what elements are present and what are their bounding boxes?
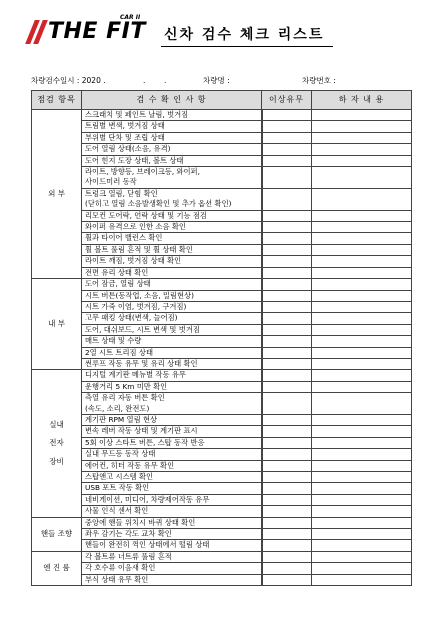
abnormal-cell[interactable] [262,167,312,189]
abnormal-cell[interactable] [262,233,312,244]
abnormal-cell[interactable] [262,110,312,121]
table-row [32,313,412,324]
car-number-label: 차량번호 : [302,76,336,85]
check-item-text: 매트 상태 및 수량 [82,336,262,347]
logo-text: THE FIT [48,19,146,44]
table-row [32,574,412,585]
check-item-text: 전면 유리 상태 확인 [82,267,262,278]
abnormal-cell[interactable] [262,358,312,369]
table-row [32,551,412,562]
defect-detail-cell[interactable] [312,121,412,132]
abnormal-cell[interactable] [262,347,312,358]
category-label: 엔 진 룸 [43,563,70,573]
defect-detail-cell[interactable] [312,370,412,381]
check-item-text: 네비게이션, 미디어, 차량제어작동 유무 [82,494,262,505]
category-cell [32,279,82,370]
abnormal-cell[interactable] [262,256,312,267]
table-row [32,290,412,301]
defect-detail-cell[interactable] [312,529,412,540]
check-item-text: 와이퍼 유격으로 인한 소음 확인 [82,222,262,233]
defect-detail-cell[interactable] [312,233,412,244]
table-row [32,121,412,132]
check-item-text: 도어 힌지 도장 상태, 볼트 상태 [82,155,262,166]
check-item-text: 실내 무드등 동작 상태 [82,449,262,460]
abnormal-cell[interactable] [262,301,312,312]
brand-logo [28,16,178,46]
table-row [32,437,412,448]
abnormal-cell[interactable] [262,426,312,437]
checklist-table [31,90,412,586]
check-item-text: 도어, 대쉬보드, 시트 변색 및 벗겨짐 [82,324,262,335]
defect-detail-cell[interactable] [312,290,412,301]
category-cell [32,551,82,585]
defect-detail-cell[interactable] [312,301,412,312]
category-label: 내 부 [48,319,65,329]
abnormal-cell[interactable] [262,144,312,155]
table-row [32,483,412,494]
table-row [32,233,412,244]
table-row [32,222,412,233]
document-header [28,14,418,48]
abnormal-cell[interactable] [262,155,312,166]
defect-detail-cell[interactable] [312,574,412,585]
table-row [32,188,412,210]
title-underline [161,46,333,47]
table-row [32,381,412,392]
abnormal-cell[interactable] [262,188,312,210]
check-item-text: 리모컨 도어락, 언락 상태 및 기능 점검 [82,210,262,221]
table-row [32,517,412,528]
abnormal-cell[interactable] [262,222,312,233]
abnormal-cell[interactable] [262,210,312,221]
defect-detail-cell[interactable] [312,426,412,437]
check-item-text: 에어컨, 히터 작동 유무 확인 [82,460,262,471]
check-item-text: 트렁크 열림, 닫힘 확인 (닫히고 열림 소음발생확인 및 추가 옵션 확인) [82,188,262,210]
defect-detail-cell[interactable] [312,358,412,369]
table-row [32,210,412,221]
category-cell [32,110,82,279]
check-item-text: 휠과 타이어 밸런스 확인 [82,233,262,244]
check-item-text: 변속 레버 작동 상태 및 계기판 표시 [82,426,262,437]
abnormal-cell[interactable] [262,517,312,528]
check-item-text: 좌우 감기는 각도 교차 확인 [82,529,262,540]
defect-detail-cell[interactable] [312,393,412,415]
defect-detail-cell[interactable] [312,256,412,267]
inspection-meta [31,75,411,87]
check-item-text: 각 볼트류 너트류 풀림 흔적 [82,551,262,562]
abnormal-cell[interactable] [262,244,312,255]
abnormal-cell[interactable] [262,506,312,517]
table-row [32,460,412,471]
table-row [32,301,412,312]
table-row [32,167,412,189]
check-item-text: 부식 상태 유무 확인 [82,574,262,585]
table-row [32,529,412,540]
abnormal-cell[interactable] [262,449,312,460]
defect-detail-cell[interactable] [312,347,412,358]
defect-detail-cell[interactable] [312,494,412,505]
abnormal-cell[interactable] [262,279,312,290]
abnormal-cell[interactable] [262,551,312,562]
table-row [32,110,412,121]
check-item-text: 부위별 단차 및 조립 상태 [82,132,262,143]
defect-detail-cell[interactable] [312,437,412,448]
defect-detail-cell[interactable] [312,381,412,392]
check-item-text: 썬루프 작동 유무 및 유리 상태 확인 [82,358,262,369]
check-item-text: 측열 유리 자동 버튼 확인 (속도, 소리, 완전도) [82,393,262,415]
category-label: 핸들 조향 [40,529,73,539]
defect-detail-cell[interactable] [312,483,412,494]
abnormal-cell[interactable] [262,132,312,143]
table-row [32,358,412,369]
defect-detail-cell[interactable] [312,132,412,143]
car-name-label: 차량명 : [203,76,230,85]
table-row [32,347,412,358]
abnormal-cell[interactable] [262,414,312,425]
defect-detail-cell[interactable] [312,551,412,562]
abnormal-cell[interactable] [262,381,312,392]
header-defect-detail: 하 자 내 용 [312,91,412,110]
defect-detail-cell[interactable] [312,267,412,278]
table-row [32,324,412,335]
abnormal-cell[interactable] [262,460,312,471]
defect-detail-cell[interactable] [312,279,412,290]
inspection-date-label: 차량검수일시 : 2020 . [31,76,106,85]
abnormal-cell[interactable] [262,563,312,574]
page-title: 신차 검수 체크 리스트 [164,27,325,43]
abnormal-cell[interactable] [262,267,312,278]
defect-detail-cell[interactable] [312,540,412,551]
check-item-text: 라이트, 방향등, 브레이크등, 와이퍼, 사이드미러 동작 [82,167,262,189]
check-item-text: 계기판 RPM 열림 현상 [82,414,262,425]
check-item-text: 도어 열림 상태(소음, 유격) [82,144,262,155]
abnormal-cell[interactable] [262,121,312,132]
abnormal-cell[interactable] [262,370,312,381]
defect-detail-cell[interactable] [312,222,412,233]
defect-detail-cell[interactable] [312,449,412,460]
header-abnormal: 이상유무 [262,91,312,110]
defect-detail-cell[interactable] [312,336,412,347]
defect-detail-cell[interactable] [312,506,412,517]
category-label: 실내 [49,419,64,429]
check-item-text: 디지털 계기판 메뉴별 작동 유무 [82,370,262,381]
table-row [32,267,412,278]
abnormal-cell[interactable] [262,313,312,324]
inspection-date-separator: . [164,76,167,85]
table-row [32,414,412,425]
category-cell [32,370,82,517]
table-row [32,155,412,166]
defect-detail-cell[interactable] [312,244,412,255]
logo-small-text: CAR II [120,14,141,21]
abnormal-cell[interactable] [262,540,312,551]
table-row [32,144,412,155]
abnormal-cell[interactable] [262,324,312,335]
check-item-text: 도어 잠금, 열림 상태 [82,279,262,290]
check-item-text: 중앙에 핸들 위치시 바퀴 상태 확인 [82,517,262,528]
defect-detail-cell[interactable] [312,110,412,121]
check-item-text: 2열 시트 트리짐 상태 [82,347,262,358]
check-item-text: 운행거리 5 Km 미만 확인 [82,381,262,392]
table-row [32,506,412,517]
defect-detail-cell[interactable] [312,155,412,166]
check-item-text: 휠 볼트 풀림 흔적 및 휠 상태 확인 [82,244,262,255]
abnormal-cell[interactable] [262,574,312,585]
check-item-text: 트림별 변색, 벗겨짐 상태 [82,121,262,132]
category-label: 전자 [49,438,64,448]
abnormal-cell[interactable] [262,290,312,301]
table-header-row [32,91,412,110]
abnormal-cell[interactable] [262,529,312,540]
defect-detail-cell[interactable] [312,167,412,189]
defect-detail-cell[interactable] [312,188,412,210]
table-row [32,563,412,574]
table-row [32,132,412,143]
table-row [32,449,412,460]
abnormal-cell[interactable] [262,483,312,494]
check-item-text: 시트 가죽 이염, 벗겨짐, 구겨짐) [82,301,262,312]
defect-detail-cell[interactable] [312,460,412,471]
check-item-text: 라이트 깨짐, 벗겨짐 상태 확인 [82,256,262,267]
defect-detail-cell[interactable] [312,517,412,528]
check-item-text: USB 포트 작동 확인 [82,483,262,494]
defect-detail-cell[interactable] [312,414,412,425]
table-row [32,256,412,267]
abnormal-cell[interactable] [262,437,312,448]
defect-detail-cell[interactable] [312,313,412,324]
table-row [32,393,412,415]
check-item-text: 핸들이 완전히 꺽인 상태에서 떨림 상태 [82,540,262,551]
check-item-text: 5회 이상 스타트 버튼, 스탑 동작 반응 [82,437,262,448]
abnormal-cell[interactable] [262,336,312,347]
defect-detail-cell[interactable] [312,563,412,574]
category-label: 장비 [49,456,64,466]
check-item-text: 스크래치 및 페인트 날림, 벗겨짐 [82,110,262,121]
defect-detail-cell[interactable] [312,472,412,483]
check-item-text: 고무 패킹 상태(변색, 늘어짐) [82,313,262,324]
category-cell [32,517,82,551]
table-row [32,472,412,483]
table-row [32,494,412,505]
check-item-text: 시트 버튼(동작업, 소음, 밀림현상) [82,290,262,301]
header-check-item: 점검 항목 [32,91,82,110]
table-row [32,540,412,551]
check-item-text: 사물 인식 센서 확인 [82,506,262,517]
check-item-text: 스탑앤고 시스템 확인 [82,472,262,483]
defect-detail-cell[interactable] [312,144,412,155]
header-check-detail: 검 수 확 인 사 항 [82,91,262,110]
abnormal-cell[interactable] [262,494,312,505]
defect-detail-cell[interactable] [312,324,412,335]
table-row [32,279,412,290]
category-label: 외 부 [48,188,65,198]
check-item-text: 각 호수류 이음새 확인 [82,563,262,574]
defect-detail-cell[interactable] [312,210,412,221]
table-row [32,336,412,347]
table-row [32,244,412,255]
abnormal-cell[interactable] [262,472,312,483]
table-row [32,426,412,437]
inspection-date-separator: . [143,76,146,85]
abnormal-cell[interactable] [262,393,312,415]
table-row [32,370,412,381]
